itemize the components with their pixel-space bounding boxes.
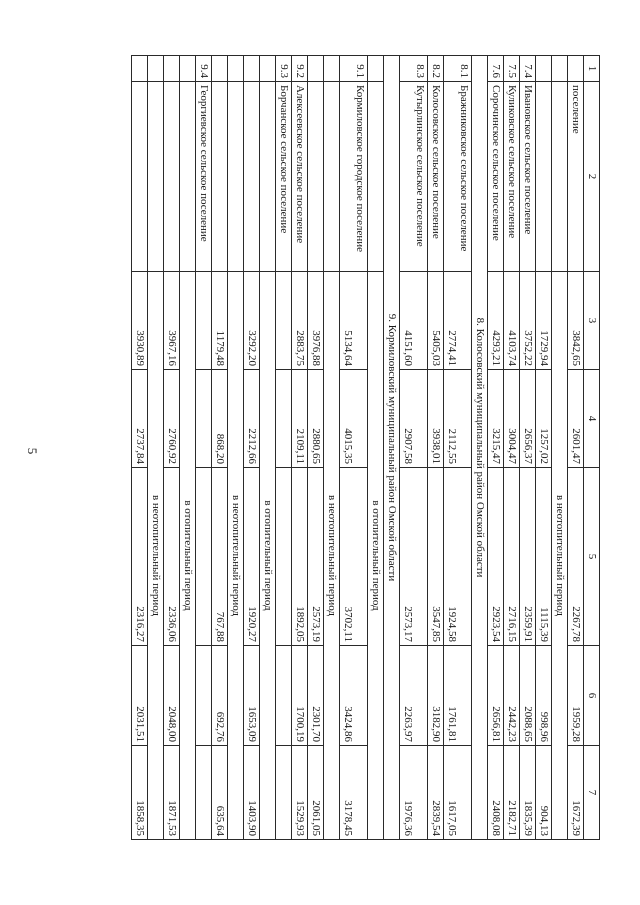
section-title: 8. Колосовский муниципальный район Омской области [472,56,488,840]
table-row [536,56,552,840]
value-cell: 3292,20 [244,272,260,370]
row-index-cell: 9.1 [340,56,368,82]
value-cell: 2316,27 [132,468,148,646]
value-cell: 635,64 [212,746,228,840]
value-cell [276,746,292,840]
value-cell: 3547,85 [428,468,444,646]
value-cell [196,746,212,840]
table-row [132,56,148,840]
value-cell: 2774,41 [444,272,472,370]
value-cell: 3004,47 [504,370,520,468]
value-cell: 2031,51 [132,646,148,746]
table-row [196,56,212,840]
header-cell: 1 [584,56,600,82]
header-row [584,56,600,840]
row-index-cell: 9.3 [276,56,292,82]
value-cell: 4103,74 [504,272,520,370]
value-cell [276,646,292,746]
row-name-cell: Кормиловское городское поселение [340,82,368,272]
value-cell: 5134,64 [340,272,368,370]
value-cell: 1920,27 [244,468,260,646]
value-cell: 1959,28 [568,646,584,746]
table-body [132,56,600,840]
row-name-cell [132,82,148,272]
period-label: в отопительный период [180,272,196,840]
value-cell: 2263,97 [400,646,428,746]
value-cell: 1617,05 [444,746,472,840]
value-cell: 1858,35 [132,746,148,840]
value-cell: 2656,37 [520,370,536,468]
row-index-cell [536,56,552,82]
header-cell: 2 [584,82,600,272]
value-cell: 2760,92 [164,370,180,468]
empty-cell [260,82,276,272]
row-name-cell: Сорочинское сельское поселение [488,82,504,272]
value-cell: 2336,06 [164,468,180,646]
value-cell [196,370,212,468]
table-row [520,56,536,840]
period-row [368,56,384,840]
value-cell: 692,76 [212,646,228,746]
row-name-cell: поселение [568,82,584,272]
period-label: в неотопительный период [552,272,568,840]
row-index-cell: 9.2 [292,56,308,82]
row-name-cell: Куликовское сельское поселение [504,82,520,272]
value-cell: 2442,23 [504,646,520,746]
value-cell: 3842,65 [568,272,584,370]
period-row [148,56,164,840]
value-cell: 2573,17 [400,468,428,646]
empty-cell [148,56,164,82]
value-cell: 1115,39 [536,468,552,646]
value-cell: 2907,58 [400,370,428,468]
period-label: в неотопительный период [324,272,340,840]
empty-cell [324,82,340,272]
value-cell [276,468,292,646]
value-cell: 4293,21 [488,272,504,370]
value-cell: 1653,09 [244,646,260,746]
value-cell: 998,96 [536,646,552,746]
row-name-cell: Бражниковское сельское поселение [444,82,472,272]
value-cell: 1761,81 [444,646,472,746]
value-cell: 868,20 [212,370,228,468]
value-cell: 904,13 [536,746,552,840]
value-cell: 3178,45 [340,746,368,840]
row-name-cell [212,82,228,272]
row-index-cell: 8.2 [428,56,444,82]
value-cell [196,468,212,646]
value-cell: 2716,15 [504,468,520,646]
empty-cell [260,56,276,82]
table-row [244,56,260,840]
row-index-cell: 7.5 [504,56,520,82]
value-cell: 3215,47 [488,370,504,468]
period-row [228,56,244,840]
period-label: в отопительный период [368,272,384,840]
value-cell: 2839,54 [428,746,444,840]
row-name-cell: Георгиевское сельское поселение [196,82,212,272]
value-cell: 1257,02 [536,370,552,468]
value-cell: 2301,70 [308,646,324,746]
row-name-cell: Колосовское сельское поселение [428,82,444,272]
value-cell [276,370,292,468]
value-cell: 3976,88 [308,272,324,370]
period-row [260,56,276,840]
value-cell: 2923,54 [488,468,504,646]
value-cell: 1672,39 [568,746,584,840]
table-row [444,56,472,840]
value-cell: 4015,35 [340,370,368,468]
period-row [324,56,340,840]
period-label: в отопительный период [260,272,276,840]
table-row [568,56,584,840]
value-cell: 2880,65 [308,370,324,468]
value-cell: 5405,03 [428,272,444,370]
value-cell: 2601,47 [568,370,584,468]
section-heading-row [384,56,400,840]
period-row [552,56,568,840]
value-cell [196,272,212,370]
row-index-cell: 7.6 [488,56,504,82]
value-cell: 2212,66 [244,370,260,468]
empty-cell [180,82,196,272]
header-cell: 4 [584,370,600,468]
empty-cell [368,56,384,82]
value-cell: 3967,16 [164,272,180,370]
section-title: 9. Кормиловский муниципальный район Омской области [384,56,400,840]
period-label: в неотопительный период [228,272,244,840]
table-row [400,56,428,840]
row-name-cell: Алексеевское сельское поселение [292,82,308,272]
table-row [340,56,368,840]
value-cell: 1871,53 [164,746,180,840]
table-row [292,56,308,840]
value-cell: 1976,36 [400,746,428,840]
empty-cell [324,56,340,82]
value-cell: 4151,60 [400,272,428,370]
value-cell [276,272,292,370]
row-index-cell [132,56,148,82]
value-cell: 2267,78 [568,468,584,646]
value-cell: 2737,84 [132,370,148,468]
period-label: в неотопительный период [148,272,164,840]
row-index-cell: 7.4 [520,56,536,82]
row-name-cell: Борчанское сельское поселение [276,82,292,272]
rotated-table-container [80,55,600,839]
empty-cell [228,82,244,272]
row-index-cell [308,56,324,82]
value-cell: 2573,19 [308,468,324,646]
value-cell: 2112,55 [444,370,472,468]
empty-cell [552,56,568,82]
value-cell: 1529,93 [292,746,308,840]
value-cell: 2883,75 [292,272,308,370]
empty-cell [148,82,164,272]
value-cell: 3752,22 [520,272,536,370]
header-cell: 6 [584,646,600,746]
tariff-table [131,55,600,840]
section-heading-row [472,56,488,840]
value-cell: 1729,94 [536,272,552,370]
value-cell: 2408,08 [488,746,504,840]
value-cell: 3938,01 [428,370,444,468]
value-cell: 3424,86 [340,646,368,746]
value-cell: 3930,89 [132,272,148,370]
table-row [308,56,324,840]
table-row [276,56,292,840]
table-row [488,56,504,840]
empty-cell [228,56,244,82]
row-name-cell [164,82,180,272]
value-cell: 2088,65 [520,646,536,746]
row-index-cell [164,56,180,82]
value-cell: 1892,05 [292,468,308,646]
value-cell: 2359,91 [520,468,536,646]
empty-cell [368,82,384,272]
row-index-cell [568,56,584,82]
table-row [212,56,228,840]
period-row [180,56,196,840]
value-cell: 1700,19 [292,646,308,746]
header-cell: 5 [584,468,600,646]
row-name-cell [244,82,260,272]
table-row [164,56,180,840]
page-number: 5 [25,447,40,455]
value-cell: 1403,90 [244,746,260,840]
value-cell: 2656,81 [488,646,504,746]
value-cell: 767,88 [212,468,228,646]
row-index-cell: 9.4 [196,56,212,82]
value-cell: 2109,11 [292,370,308,468]
row-index-cell [212,56,228,82]
row-index-cell [244,56,260,82]
value-cell: 1835,39 [520,746,536,840]
row-name-cell: Ивановское сельское поселение [520,82,536,272]
table-row [504,56,520,840]
row-name-cell [536,82,552,272]
value-cell: 2182,71 [504,746,520,840]
value-cell: 1924,58 [444,468,472,646]
empty-cell [552,82,568,272]
value-cell: 2048,00 [164,646,180,746]
row-name-cell [308,82,324,272]
empty-cell [180,56,196,82]
value-cell: 3702,11 [340,468,368,646]
row-name-cell: Кутырлинское сельское поселение [400,82,428,272]
value-cell: 2061,05 [308,746,324,840]
row-index-cell: 8.3 [400,56,428,82]
header-cell: 7 [584,746,600,840]
value-cell: 1179,48 [212,272,228,370]
table-row [428,56,444,840]
value-cell [196,646,212,746]
value-cell: 3182,90 [428,646,444,746]
row-index-cell: 8.1 [444,56,472,82]
header-cell: 3 [584,272,600,370]
